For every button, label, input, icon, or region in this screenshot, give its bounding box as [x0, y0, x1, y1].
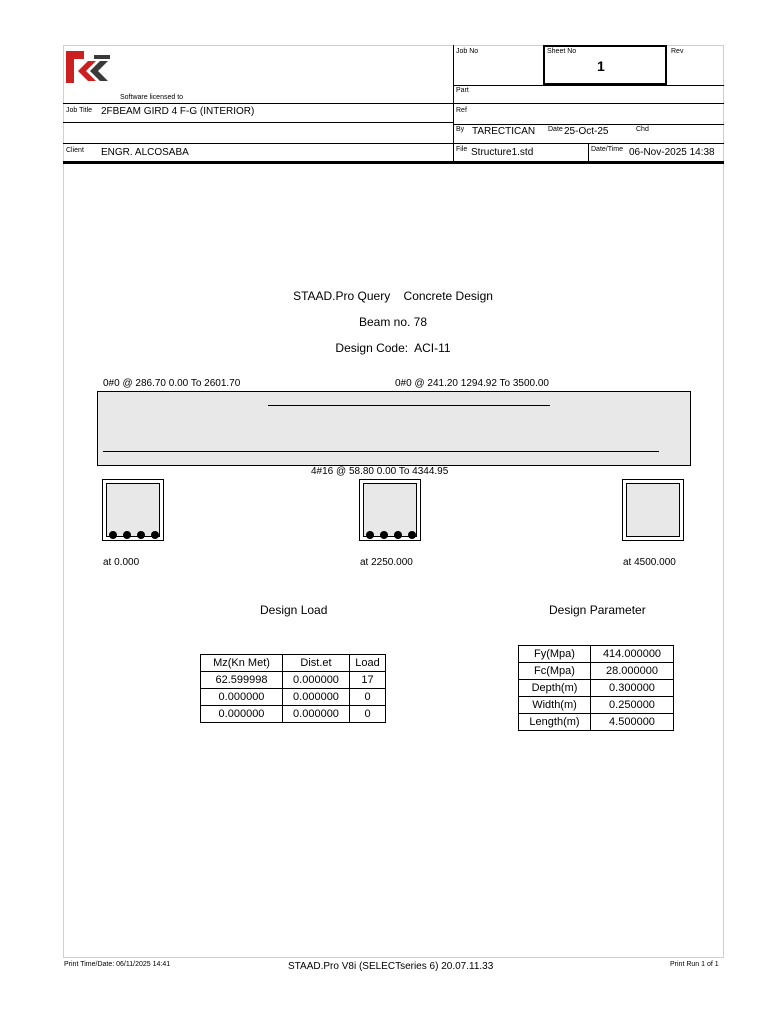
- table-row: [519, 697, 674, 714]
- table-row: [201, 706, 386, 723]
- table-cell: 0: [350, 706, 386, 723]
- file-value: Structure1.std: [471, 147, 534, 158]
- date-value: 25-Oct-25: [564, 126, 609, 137]
- top-bar-left-label: 0#0 @ 286.70 0.00 To 2601.70: [103, 378, 241, 389]
- table-row: [201, 689, 386, 706]
- table-cell: 0.000000: [201, 706, 283, 723]
- section-mid-label: at 2250.000: [360, 557, 413, 568]
- table-header-row: [201, 655, 386, 672]
- table-cell: 0: [350, 689, 386, 706]
- design-code: Design Code: ACI-11: [335, 341, 451, 355]
- datetime-value: 06-Nov-2025 14:38: [629, 147, 715, 158]
- table-cell: 17: [350, 672, 386, 689]
- part-label: Part: [456, 87, 469, 94]
- section-start-label: at 0.000: [103, 557, 140, 568]
- table-cell: Depth(m): [519, 680, 591, 697]
- column-header: Load: [350, 655, 386, 672]
- ref-label: Ref: [456, 107, 467, 114]
- table-cell: 4.500000: [591, 714, 674, 731]
- beam-number: Beam no. 78: [358, 315, 428, 329]
- table-cell: 0.000000: [283, 689, 350, 706]
- datetime-label: Date/Time: [591, 146, 624, 153]
- sheet-no-label: Sheet No: [547, 48, 577, 55]
- job-no-label: Job No: [456, 48, 479, 55]
- table-cell: 0.250000: [591, 697, 674, 714]
- top-bar-right-label: 0#0 @ 241.20 1294.92 To 3500.00: [395, 378, 549, 389]
- table-row: [519, 646, 674, 663]
- company-logo-icon: [64, 49, 114, 85]
- table-row: [519, 714, 674, 731]
- table-row: [519, 680, 674, 697]
- file-label: File: [456, 146, 468, 153]
- section-end-label: at 4500.000: [623, 557, 676, 568]
- sheet-no-value: 1: [597, 58, 605, 74]
- software-licensed-label: Software licensed to: [120, 94, 184, 101]
- table-cell: 0.000000: [283, 672, 350, 689]
- date-label: Date: [548, 126, 563, 133]
- design-param-title: Design Parameter: [549, 603, 646, 617]
- table-cell: Fy(Mpa): [519, 646, 591, 663]
- column-header: Mz(Kn Met): [201, 655, 283, 672]
- chd-label: Chd: [636, 126, 649, 133]
- section-start: [102, 479, 164, 541]
- table-cell: 28.000000: [591, 663, 674, 680]
- by-value: TARECTICAN: [472, 126, 536, 137]
- table-cell: 0.000000: [201, 689, 283, 706]
- bottom-bar-line: [103, 451, 659, 452]
- client-label: Client: [66, 147, 84, 154]
- table-cell: 414.000000: [591, 646, 674, 663]
- table-cell: Width(m): [519, 697, 591, 714]
- beam-elevation: [97, 391, 691, 466]
- footer-program: STAAD.Pro V8i (SELECTseries 6) 20.07.11.33: [288, 961, 494, 972]
- rev-label: Rev: [671, 48, 684, 55]
- table-cell: 0.000000: [283, 706, 350, 723]
- job-title-value: 2FBEAM GIRD 4 F-G (INTERIOR): [101, 106, 255, 117]
- top-bar-right-line: [268, 405, 550, 406]
- table-cell: Length(m): [519, 714, 591, 731]
- table-cell: 0.300000: [591, 680, 674, 697]
- footer-print-time: Print Time/Date: 06/11/2025 14:41: [64, 961, 171, 968]
- table-cell: Fc(Mpa): [519, 663, 591, 680]
- job-title-label: Job Title: [66, 107, 93, 114]
- footer-print-run: Print Run 1 of 1: [670, 961, 719, 968]
- column-header: Dist.et: [283, 655, 350, 672]
- section-end: [622, 479, 684, 541]
- by-label: By: [456, 126, 465, 133]
- design-load-table: [200, 654, 386, 723]
- table-row: [519, 663, 674, 680]
- table-row: [201, 672, 386, 689]
- design-param-table: [518, 645, 674, 731]
- section-mid: [359, 479, 421, 541]
- table-cell: 62.599998: [201, 672, 283, 689]
- report-title: STAAD.Pro Query Concrete Design: [293, 289, 493, 303]
- client-value: ENGR. ALCOSABA: [101, 147, 189, 158]
- design-load-title: Design Load: [260, 603, 328, 617]
- bottom-bar-label: 4#16 @ 58.80 0.00 To 4344.95: [311, 466, 449, 477]
